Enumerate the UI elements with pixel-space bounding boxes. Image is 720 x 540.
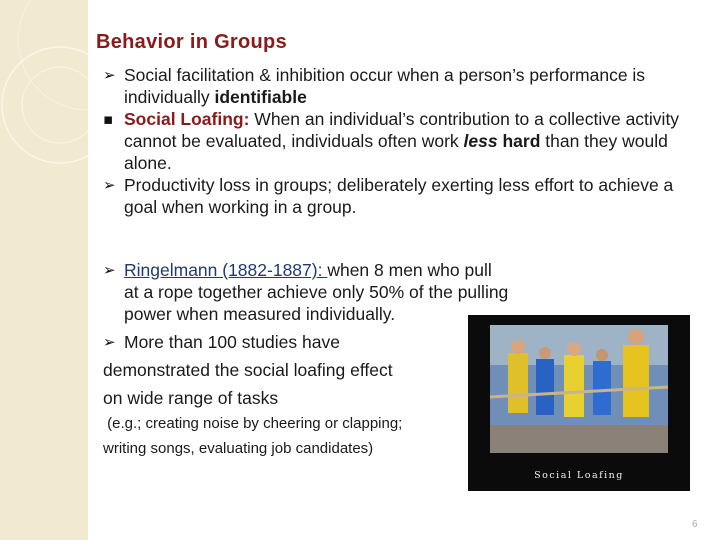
studies-line-1: More than 100 studies have: [124, 332, 340, 352]
square-bullet-icon: ▪: [103, 110, 114, 128]
page-number: 6: [692, 519, 698, 530]
definitions-list: [103, 64, 703, 218]
decorative-side-band: [0, 0, 88, 540]
identifiable-text: identifiable: [214, 87, 307, 107]
arrow-bullet-icon: ➢: [103, 261, 116, 279]
list-item: [103, 64, 703, 108]
decorative-circles: [0, 0, 88, 540]
social-loafing-definition: When an individual’s contribution to a collective activity cannot be evaluated, individuals often work: [124, 109, 680, 151]
tug-of-war-photo: [468, 315, 690, 491]
productivity-loss-text: Productivity loss in groups; deliberately exerting less effort to achieve a goal when working in a group.: [124, 175, 674, 217]
social-loafing-term: Social Loafing:: [124, 109, 250, 129]
arrow-bullet-icon: ➢: [103, 333, 116, 351]
studies-line-3: on wide range of tasks: [103, 388, 279, 408]
ringelmann-line-1: when 8 men who pull: [327, 260, 492, 280]
ringelmann-link[interactable]: Ringelmann (1882-1887):: [124, 260, 328, 280]
list-item: [103, 108, 703, 174]
hard-emphasis: hard: [497, 131, 541, 151]
ringelmann-line-2: at a rope together achieve only 50% of the pulling: [124, 282, 509, 302]
examples-line-2: writing songs, evaluating job candidates): [103, 440, 374, 457]
photo-caption: Social Loafing: [534, 470, 624, 481]
ringelmann-line-3: power when measured individually.: [124, 304, 396, 324]
less-emphasis: less: [463, 131, 498, 151]
list-item: [103, 174, 703, 218]
arrow-bullet-icon: ➢: [103, 66, 116, 84]
studies-line-2: demonstrated the social loafing effect: [103, 360, 393, 380]
facilitation-text: Social facilitation & inhibition occur when a person’s performance is individually: [124, 65, 646, 107]
photo-illustration: [468, 315, 690, 491]
examples-line-1: (e.g.; creating noise by cheering or clapping;: [103, 415, 403, 432]
arrow-bullet-icon: ➢: [103, 176, 116, 194]
social-loafing-end: than they would alone.: [124, 131, 668, 173]
slide-title: Behavior in Groups: [96, 31, 287, 53]
